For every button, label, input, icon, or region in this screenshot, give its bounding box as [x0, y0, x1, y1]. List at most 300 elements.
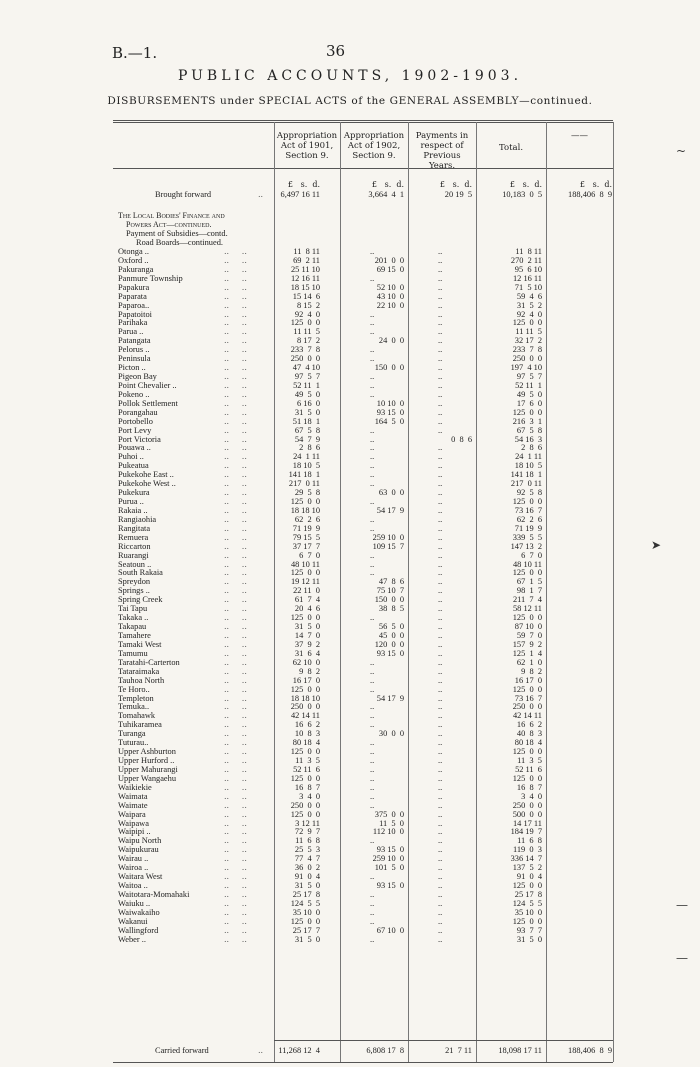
amount-cell: 125 0 0	[512, 917, 542, 926]
empty-marker: ..	[370, 524, 375, 533]
road-board-name: Spring Creek	[118, 595, 163, 604]
amount-cell: 52 11 6	[293, 765, 320, 774]
amount-cell: 188,406 8 9	[568, 190, 612, 199]
amount-cell: 25 17 8	[514, 890, 542, 899]
empty-marker: ..	[438, 676, 443, 685]
amount-cell: 31 5 0	[294, 935, 320, 944]
amount-cell: 125 0 0	[290, 568, 320, 577]
page-number: 36	[326, 42, 346, 60]
leader-dots: .. ..	[224, 783, 247, 792]
empty-marker: ..	[438, 310, 443, 319]
amount-cell: 125 0 0	[290, 810, 320, 819]
amount-cell: 73 16 7	[514, 694, 542, 703]
road-board-name: Waipara	[118, 810, 146, 819]
leader-dots: .. ..	[224, 399, 247, 408]
amount-cell: 42 14 11	[512, 711, 542, 720]
road-board-name: Rangiaohia	[118, 515, 157, 524]
empty-marker: ..	[438, 827, 443, 836]
amount-cell: 2 8 6	[521, 443, 542, 452]
amount-cell: 29 5 8	[294, 488, 320, 497]
road-board-name: Tamahere	[118, 631, 151, 640]
empty-marker: ..	[438, 327, 443, 336]
empty-marker: ..	[438, 756, 443, 765]
road-board-name: Wallingford	[118, 926, 159, 935]
amount-cell: 8 17 2	[296, 336, 320, 345]
leader-dots: .. ..	[224, 854, 247, 863]
empty-marker: ..	[438, 372, 443, 381]
road-board-name: Upper Wangaehu	[118, 774, 177, 783]
amount-cell: 80 18 4	[514, 738, 542, 747]
empty-marker: ..	[438, 256, 443, 265]
amount-cell: 141 18 1	[510, 470, 542, 479]
amount-cell: 32 17 2	[514, 336, 542, 345]
empty-marker: ..	[370, 354, 375, 363]
empty-marker: ..	[438, 801, 443, 810]
road-board-name: Tai Tapu	[118, 604, 148, 613]
amount-cell: 14 7 0	[294, 631, 320, 640]
column-header: ——	[571, 131, 588, 141]
road-board-name: Taratahi-Carterton	[118, 658, 180, 667]
road-board-name: Panmure Township	[118, 274, 183, 283]
empty-marker: ..	[370, 935, 375, 944]
road-board-name: Turanga	[118, 729, 146, 738]
margin-mark: ~	[676, 144, 687, 158]
road-board-name: Pouawa ..	[118, 443, 151, 452]
empty-marker: ..	[438, 274, 443, 283]
amount-cell: 16 17 0	[514, 676, 542, 685]
empty-marker: ..	[438, 318, 443, 327]
amount-cell: 17 6 0	[516, 399, 542, 408]
amount-cell: 54 16 3	[514, 435, 542, 444]
amount-cell: 11 3 5	[517, 756, 542, 765]
amount-cell: 125 0 0	[512, 881, 542, 890]
empty-marker: ..	[438, 363, 443, 372]
empty-marker: ..	[370, 890, 375, 899]
brought-forward-label: Brought forward	[155, 190, 212, 199]
amount-cell: 67 5 8	[516, 426, 542, 435]
leader-dots: .. ..	[224, 247, 247, 256]
amount-cell: 37 9 2	[294, 640, 320, 649]
amount-cell: 93 15 0	[376, 881, 404, 890]
currency-units: £ s. d.	[287, 180, 320, 189]
empty-marker: ..	[438, 881, 443, 890]
empty-marker: ..	[438, 819, 443, 828]
amount-cell: 97 5 7	[516, 372, 542, 381]
amount-cell: 16 6 2	[516, 720, 542, 729]
road-board-name: Pokeno ..	[118, 390, 150, 399]
table-bottom-rule	[113, 1062, 613, 1063]
road-board-name: Pollok Settlement	[118, 399, 178, 408]
empty-marker: ..	[438, 497, 443, 506]
leader-dots: .. ..	[224, 881, 247, 890]
leader-dots: .. ..	[224, 827, 247, 836]
empty-marker: ..	[370, 372, 375, 381]
road-board-name: Wakanui	[118, 917, 148, 926]
amount-cell: 20 19 5	[444, 190, 472, 199]
amount-cell: 109 15 7	[372, 542, 404, 551]
amount-cell: 197 4 10	[510, 363, 542, 372]
amount-cell: 35 10 0	[292, 908, 320, 917]
leader-dots: .. ..	[224, 542, 247, 551]
empty-marker: ..	[438, 452, 443, 461]
amount-cell: 10,183 0 5	[502, 190, 542, 199]
amount-cell: 16 6 2	[294, 720, 320, 729]
amount-cell: 31 6 4	[294, 649, 320, 658]
amount-cell: 216 3 1	[512, 417, 542, 426]
empty-marker: ..	[438, 506, 443, 515]
road-board-name: Paparata	[118, 292, 147, 301]
empty-marker: ..	[370, 908, 375, 917]
margin-mark: ➤	[651, 538, 662, 552]
leader-dots: .. ..	[224, 390, 247, 399]
amount-cell: 125 0 0	[512, 497, 542, 506]
empty-marker: ..	[370, 783, 375, 792]
empty-marker: ..	[438, 426, 443, 435]
empty-marker: ..	[438, 667, 443, 676]
total-rule	[274, 1040, 613, 1041]
empty-marker: ..	[370, 667, 375, 676]
road-board-name: Pukeatua	[118, 461, 149, 470]
leader-dots: .. ..	[224, 301, 247, 310]
empty-marker: ..	[438, 586, 443, 595]
amount-cell: 49 5 0	[294, 390, 320, 399]
amount-cell: 120 0 0	[374, 640, 404, 649]
empty-marker: ..	[438, 551, 443, 560]
amount-cell: 48 10 11	[290, 560, 320, 569]
road-board-name: Port Victoria	[118, 435, 161, 444]
empty-marker: ..	[370, 443, 375, 452]
amount-cell: 112 10 0	[372, 827, 404, 836]
leader-dots: .. ..	[224, 631, 247, 640]
amount-cell: 188,406 8 9	[568, 1046, 612, 1055]
amount-cell: 97 5 7	[294, 372, 320, 381]
amount-cell: 49 5 0	[516, 390, 542, 399]
amount-cell: 3,664 4 1	[368, 190, 404, 199]
margin-mark: —	[676, 951, 688, 965]
road-board-name: Picton ..	[118, 363, 146, 372]
amount-cell: 45 0 0	[378, 631, 404, 640]
leader-dots: .. ..	[224, 524, 247, 533]
amount-cell: 125 0 0	[512, 408, 542, 417]
amount-cell: 18,098 17 11	[498, 1046, 542, 1055]
leader-dots: .. ..	[224, 649, 247, 658]
empty-marker: ..	[438, 542, 443, 551]
empty-marker: ..	[370, 917, 375, 926]
empty-marker: ..	[438, 595, 443, 604]
amount-cell: 6 7 0	[521, 551, 542, 560]
amount-cell: 124 5 5	[512, 899, 542, 908]
empty-marker: ..	[438, 783, 443, 792]
empty-marker: ..	[370, 327, 375, 336]
road-board-name: Waipipi ..	[118, 827, 151, 836]
leader-dots: .. ..	[224, 426, 247, 435]
empty-marker: ..	[438, 461, 443, 470]
amount-cell: 6 7 0	[299, 551, 320, 560]
leader-dots: .. ..	[224, 363, 247, 372]
empty-marker: ..	[438, 479, 443, 488]
amount-cell: 11 3 5	[295, 756, 320, 765]
leader-dots: .. ..	[224, 836, 247, 845]
empty-marker: ..	[370, 461, 375, 470]
road-board-name: Waimate	[118, 801, 148, 810]
empty-marker: ..	[438, 292, 443, 301]
amount-cell: 98 1 7	[516, 586, 542, 595]
leader-dots: .. ..	[224, 595, 247, 604]
empty-marker: ..	[438, 533, 443, 542]
empty-marker: ..	[438, 702, 443, 711]
empty-marker: ..	[438, 845, 443, 854]
empty-marker: ..	[370, 345, 375, 354]
amount-cell: 51 18 1	[292, 417, 320, 426]
amount-cell: 24 1 11	[515, 452, 542, 461]
road-board-name: Puhoi ..	[118, 452, 144, 461]
road-board-name: Waipawa	[118, 819, 149, 828]
road-board-name: Riccarton	[118, 542, 151, 551]
empty-marker: ..	[438, 890, 443, 899]
empty-marker: ..	[370, 765, 375, 774]
road-board-name: Waitotara-Momahaki	[118, 890, 190, 899]
amount-cell: 157 9 2	[512, 640, 542, 649]
leader-dots: .. ..	[224, 685, 247, 694]
leader-dots: .. ..	[224, 667, 247, 676]
amount-cell: 43 10 0	[376, 292, 404, 301]
amount-cell: 22 11 0	[293, 586, 320, 595]
amount-cell: 250 0 0	[512, 801, 542, 810]
leader-dots: .. ..	[224, 265, 247, 274]
amount-cell: 11 8 11	[515, 247, 542, 256]
amount-cell: 125 0 0	[290, 318, 320, 327]
amount-cell: 75 10 7	[376, 586, 404, 595]
section-heading: Powers Act—continued.	[126, 220, 212, 229]
road-board-name: Waikiekie	[118, 783, 152, 792]
road-board-name: Tamaki West	[118, 640, 162, 649]
amount-cell: 233 7 8	[290, 345, 320, 354]
section-heading: Payment of Subsidies—contd.	[126, 229, 228, 238]
amount-cell: 47 4 10	[292, 363, 320, 372]
empty-marker: ..	[438, 345, 443, 354]
empty-marker: ..	[370, 613, 375, 622]
road-board-name: Remuera	[118, 533, 149, 542]
empty-marker: ..	[370, 756, 375, 765]
amount-cell: 71 19 9	[514, 524, 542, 533]
road-board-name: Tauhoa North	[118, 676, 165, 685]
leader-dots: .. ..	[224, 613, 247, 622]
amount-cell: 25 11 10	[290, 265, 320, 274]
leader-dots: .. ..	[224, 515, 247, 524]
amount-cell: 95 6 10	[514, 265, 542, 274]
empty-marker: ..	[438, 604, 443, 613]
amount-cell: 92 4 0	[516, 310, 542, 319]
leader-dots: .. ..	[224, 452, 247, 461]
leader-dots: .. ..	[224, 908, 247, 917]
road-board-name: Waiuku ..	[118, 899, 151, 908]
amount-cell: 31 5 0	[294, 881, 320, 890]
amount-cell: 58 12 11	[512, 604, 542, 613]
amount-cell: 25 17 8	[292, 890, 320, 899]
road-board-name: Templeton	[118, 694, 154, 703]
amount-cell: 52 11 1	[293, 381, 320, 390]
empty-marker: ..	[370, 551, 375, 560]
empty-marker: ..	[438, 694, 443, 703]
amount-cell: 67 5 8	[294, 426, 320, 435]
leader-dots: .. ..	[224, 711, 247, 720]
empty-marker: ..	[438, 381, 443, 390]
column-rule	[546, 122, 547, 1062]
amount-cell: 15 14 6	[292, 292, 320, 301]
amount-cell: 3 4 0	[521, 792, 542, 801]
empty-marker: ..	[370, 274, 375, 283]
leader-dots: .. ..	[224, 310, 247, 319]
road-board-name: Tataraimaka	[118, 667, 160, 676]
empty-marker: ..	[370, 836, 375, 845]
empty-marker: ..	[370, 247, 375, 256]
empty-marker: ..	[438, 729, 443, 738]
amount-cell: 47 8 6	[378, 577, 404, 586]
margin-mark: —	[676, 898, 688, 912]
amount-cell: 125 0 0	[290, 613, 320, 622]
amount-cell: 125 0 0	[290, 685, 320, 694]
amount-cell: 69 15 0	[376, 265, 404, 274]
empty-marker: ..	[370, 560, 375, 569]
amount-cell: 217 0 11	[510, 479, 542, 488]
leader-dots: .. ..	[224, 586, 247, 595]
empty-marker: ..	[370, 568, 375, 577]
column-rule	[613, 122, 614, 1062]
road-board-name: Pukekohe West ..	[118, 479, 176, 488]
leader-dots: .. ..	[224, 318, 247, 327]
road-board-name: Waipukurau	[118, 845, 159, 854]
road-board-name: Upper Mahurangi	[118, 765, 178, 774]
empty-marker: ..	[370, 658, 375, 667]
empty-marker: ..	[438, 899, 443, 908]
leader-dots: .. ..	[224, 479, 247, 488]
leader-dots: .. ..	[224, 560, 247, 569]
amount-cell: 25 17 7	[292, 926, 320, 935]
road-board-name: Waiwakaiho	[118, 908, 160, 917]
page-title: PUBLIC ACCOUNTS, 1902-1903.	[177, 68, 523, 84]
leader-dots: .. ..	[224, 658, 247, 667]
empty-marker: ..	[438, 417, 443, 426]
empty-marker: ..	[370, 792, 375, 801]
road-board-name: Pukekohe East ..	[118, 470, 174, 479]
header-bottom-rule	[113, 168, 613, 169]
amount-cell: 11,268 12 4	[278, 1046, 320, 1055]
road-board-name: Spreydon	[118, 577, 151, 586]
leader-dots: .. ..	[224, 774, 247, 783]
empty-marker: ..	[438, 631, 443, 640]
leader-dots: .. ..	[224, 810, 247, 819]
amount-cell: 11 11 5	[515, 327, 542, 336]
amount-cell: 67 1 5	[516, 577, 542, 586]
column-header: Appropriation Act of 1902, Section 9.	[343, 131, 405, 161]
leader-dots: ..	[258, 190, 264, 199]
empty-marker: ..	[438, 283, 443, 292]
amount-cell: 93 7 7	[516, 926, 542, 935]
empty-marker: ..	[438, 408, 443, 417]
amount-cell: 21 7 11	[445, 1046, 472, 1055]
amount-cell: 125 1 4	[512, 649, 542, 658]
road-board-name: Takapau	[118, 622, 147, 631]
road-board-name: Porangahau	[118, 408, 158, 417]
empty-marker: ..	[370, 390, 375, 399]
amount-cell: 250 0 0	[512, 702, 542, 711]
amount-cell: 11 6 8	[517, 836, 542, 845]
empty-marker: ..	[438, 399, 443, 408]
road-board-name: Upper Ashburton	[118, 747, 176, 756]
amount-cell: 9 8 2	[299, 667, 320, 676]
road-board-name: Port Levy	[118, 426, 152, 435]
amount-cell: 35 10 0	[514, 908, 542, 917]
empty-marker: ..	[370, 318, 375, 327]
leader-dots: .. ..	[224, 917, 247, 926]
amount-cell: 125 0 0	[512, 318, 542, 327]
amount-cell: 137 5 2	[512, 863, 542, 872]
empty-marker: ..	[438, 524, 443, 533]
road-board-name: Takaka ..	[118, 613, 149, 622]
amount-cell: 14 17 11	[512, 819, 542, 828]
road-board-name: Parua ..	[118, 327, 144, 336]
empty-marker: ..	[438, 872, 443, 881]
amount-cell: 3 4 0	[299, 792, 320, 801]
column-rule	[408, 122, 409, 1062]
empty-marker: ..	[438, 470, 443, 479]
amount-cell: 18 10 5	[292, 461, 320, 470]
amount-cell: 42 14 11	[290, 711, 320, 720]
amount-cell: 18 18 10	[290, 694, 320, 703]
amount-cell: 87 10 0	[514, 622, 542, 631]
empty-marker: ..	[438, 774, 443, 783]
amount-cell: 150 0 0	[374, 363, 404, 372]
road-board-name: Pelorus ..	[118, 345, 150, 354]
amount-cell: 40 8 3	[516, 729, 542, 738]
road-board-name: Waipu North	[118, 836, 162, 845]
leader-dots: .. ..	[224, 765, 247, 774]
empty-marker: ..	[370, 426, 375, 435]
amount-cell: 61 7 4	[294, 595, 320, 604]
road-board-name: Pukekura	[118, 488, 150, 497]
amount-cell: 11 8 11	[293, 247, 320, 256]
amount-cell: 48 10 11	[512, 560, 542, 569]
road-board-name: Purua ..	[118, 497, 144, 506]
amount-cell: 16 17 0	[292, 676, 320, 685]
empty-marker: ..	[438, 747, 443, 756]
leader-dots: .. ..	[224, 622, 247, 631]
empty-marker: ..	[370, 702, 375, 711]
amount-cell: 54 17 9	[376, 506, 404, 515]
road-board-name: Rangitata	[118, 524, 151, 533]
amount-cell: 125 0 0	[290, 774, 320, 783]
leader-dots: .. ..	[224, 533, 247, 542]
column-header: Payments in respect of Previous Years.	[415, 131, 469, 171]
empty-marker: ..	[438, 301, 443, 310]
amount-cell: 52 11 1	[515, 381, 542, 390]
amount-cell: 125 0 0	[290, 497, 320, 506]
leader-dots: .. ..	[224, 417, 247, 426]
amount-cell: 250 0 0	[512, 354, 542, 363]
amount-cell: 147 13 2	[510, 542, 542, 551]
leader-dots: .. ..	[224, 551, 247, 560]
amount-cell: 2 8 6	[299, 443, 320, 452]
road-board-name: Pigeon Bay	[118, 372, 157, 381]
amount-cell: 79 15 5	[292, 533, 320, 542]
empty-marker: ..	[370, 515, 375, 524]
currency-units: £ s. d.	[371, 180, 404, 189]
amount-cell: 10 10 0	[376, 399, 404, 408]
road-board-name: Paparoa..	[118, 301, 150, 310]
amount-cell: 77 4 7	[294, 854, 320, 863]
amount-cell: 52 11 6	[515, 765, 542, 774]
amount-cell: 71 19 9	[292, 524, 320, 533]
